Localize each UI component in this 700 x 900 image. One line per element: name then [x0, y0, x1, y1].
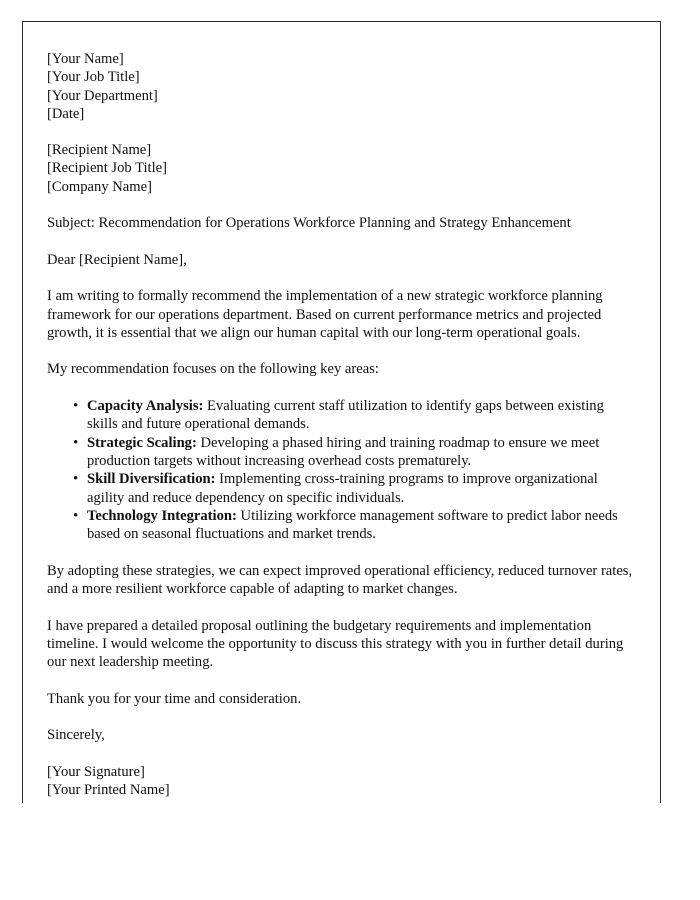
list-item — [47, 470, 633, 507]
sender-address-block — [47, 50, 633, 123]
list-item-text: Evaluating current staff utilization to identify gaps between existing skills and future operational demands. — [87, 398, 604, 433]
printed-name-line: [Your Printed Name] — [47, 782, 170, 799]
list-item — [47, 507, 633, 544]
list-item-text: Utilizing workforce management software to predict labor needs based on seasonal fluctuations and market trends. — [87, 507, 618, 543]
recipient-name-line: [Recipient Name] — [47, 142, 152, 159]
benefits-paragraph: By adopting these strategies, we can expect improved operational efficiency, reduced turnover rates, and a more resilient workforce capable of adapting to market changes. — [47, 562, 633, 598]
signature-placeholder-line: [Your Signature] — [47, 763, 145, 780]
proposal-paragraph: I have prepared a detailed proposal outlining the budgetary requirements and implementation timeline. I would welcome the opportunity to discuss this strategy with you in further detail during our next leadership meeting. — [47, 617, 624, 671]
list-item — [47, 397, 633, 434]
subject-line: Subject: Recommendation for Operations Workforce Planning and Strategy Enhancement — [47, 215, 571, 232]
signature-block — [47, 763, 633, 800]
sender-date-line: [Date] — [47, 105, 85, 122]
thanks-line: Thank you for your time and consideration. — [47, 690, 302, 707]
salutation: Dear [Recipient Name], — [47, 251, 187, 268]
recipient-address-block — [47, 141, 633, 196]
recipient-job-title-line: [Recipient Job Title] — [47, 160, 167, 177]
bullet-icon: • — [73, 398, 79, 415]
list-item-lead-in: Capacity Analysis: — [87, 398, 204, 415]
sender-department-line: [Your Department] — [47, 87, 158, 104]
list-intro-paragraph: My recommendation focuses on the following key areas: — [47, 361, 379, 378]
list-item-text: Implementing cross-training programs to improve organizational agility and reduce dependency on specific individuals. — [87, 471, 598, 506]
key-areas-list — [47, 397, 633, 543]
bullet-icon: • — [73, 471, 79, 488]
document-page — [22, 21, 661, 803]
sender-name-line: [Your Name] — [47, 51, 124, 67]
opening-paragraph: I am writing to formally recommend the implementation of a new strategic workforce planning framework for our operations department. Based on current performance metrics and projected growth, it is essential that we align our human capital with our long-term operational goals. — [47, 288, 603, 341]
list-item-lead-in: Skill Diversification: — [87, 471, 216, 488]
sender-job-title-line: [Your Job Title] — [47, 69, 140, 86]
list-item-lead-in: Strategic Scaling: — [87, 434, 197, 451]
list-item-lead-in: Technology Integration: — [87, 507, 237, 524]
letter-content — [47, 50, 633, 800]
list-item — [47, 434, 633, 471]
bullet-icon: • — [73, 434, 79, 451]
closing-line: Sincerely, — [47, 727, 105, 744]
recipient-company-line: [Company Name] — [47, 178, 152, 195]
list-item-text: Developing a phased hiring and training roadmap to ensure we meet production targets without increasing overhead costs prematurely. — [87, 434, 600, 469]
bullet-icon: • — [73, 507, 79, 524]
